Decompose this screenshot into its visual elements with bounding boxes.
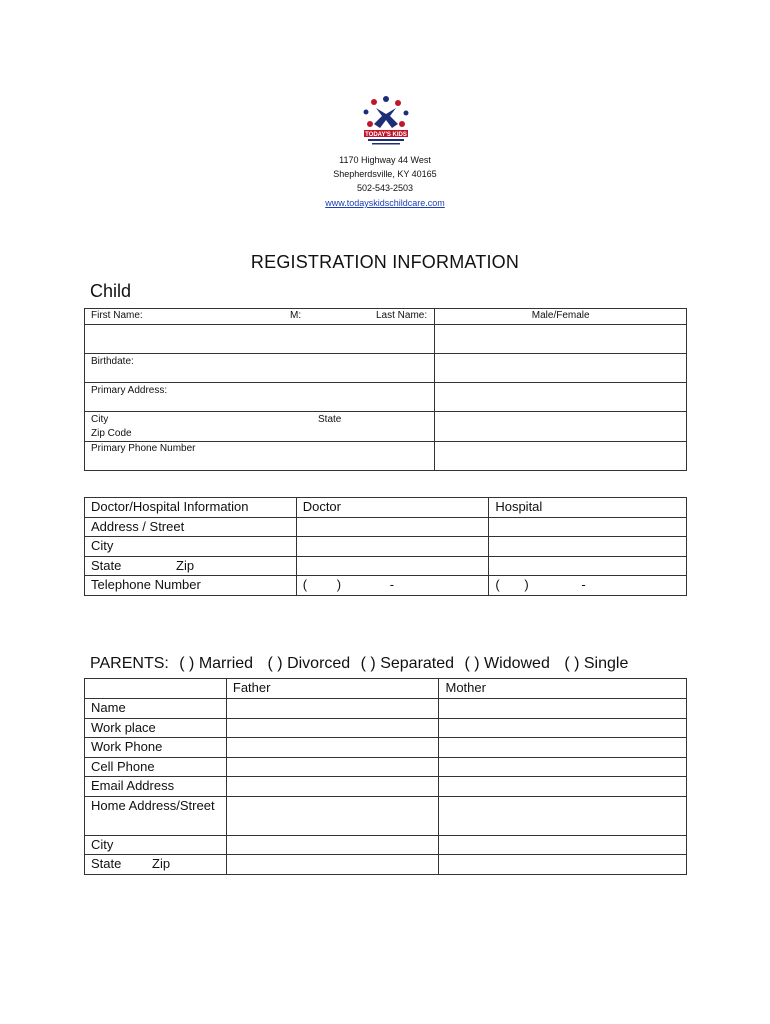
mother-work-place-field[interactable] (439, 719, 687, 738)
work-phone-label: Work Phone (85, 738, 227, 758)
address-street-label: Address / Street (85, 518, 297, 537)
city-label: City (85, 537, 297, 557)
doctor-column-header: Doctor (296, 498, 489, 518)
doctor-state-zip-field[interactable] (296, 557, 489, 576)
doctor-hospital-table (84, 497, 687, 596)
divorced-option[interactable]: ( ) Divorced (267, 655, 351, 672)
phone-open-paren: ( (495, 577, 500, 592)
parents-zip-label: Zip (152, 856, 171, 871)
father-cell-phone-field[interactable] (226, 758, 439, 777)
email-address-label: Email Address (85, 777, 227, 797)
parents-label: PARENTS: (90, 655, 169, 672)
hospital-phone-field[interactable] (489, 576, 687, 596)
father-column-header: Father (226, 679, 439, 699)
phone-dash: - (389, 577, 395, 592)
website-link[interactable]: www.todayskidschildcare.com (325, 198, 445, 208)
hospital-city-field[interactable] (489, 537, 687, 557)
gender-entry-field[interactable] (435, 325, 687, 354)
father-home-address-field[interactable] (226, 797, 439, 836)
phone-dash: - (581, 577, 586, 592)
zip-code-label: Zip Code (91, 428, 132, 439)
hospital-state-zip-field[interactable] (489, 557, 687, 576)
mother-home-address-field[interactable] (439, 797, 687, 836)
cell-phone-label: Cell Phone (85, 758, 227, 777)
married-option[interactable]: ( ) Married (179, 655, 254, 672)
city-line: Shepherdsville, KY 40165 (333, 169, 437, 179)
mother-cell-phone-field[interactable] (439, 758, 687, 777)
city-label: City (91, 414, 109, 425)
city-state-field[interactable] (435, 412, 687, 442)
name-label: Name (85, 699, 227, 719)
page-title: REGISTRATION INFORMATION (250, 252, 520, 272)
telephone-number-label: Telephone Number (85, 576, 297, 596)
parents-status-line (90, 655, 634, 673)
doctor-city-field[interactable] (296, 537, 489, 557)
gender-label: Male/Female (435, 309, 687, 325)
widowed-option[interactable]: ( ) Widowed (464, 655, 550, 672)
work-place-label: Work place (85, 719, 227, 738)
company-logo (356, 94, 416, 150)
mother-name-field[interactable] (439, 699, 687, 719)
phone-close-paren: ) (336, 577, 342, 592)
home-address-label: Home Address/Street (85, 797, 227, 836)
doctor-phone-field[interactable] (296, 576, 489, 596)
middle-initial-label: M: (290, 310, 302, 321)
primary-address-field[interactable] (435, 383, 687, 412)
phone-line: 502-543-2503 (356, 183, 414, 193)
single-option[interactable]: ( ) Single (564, 655, 629, 672)
mother-email-field[interactable] (439, 777, 687, 797)
father-city-field[interactable] (226, 836, 439, 855)
svg-text:TODAY'S KIDS: TODAY'S KIDS (365, 132, 407, 138)
state-label: State (318, 414, 342, 425)
doctor-address-field[interactable] (296, 518, 489, 537)
hospital-address-field[interactable] (489, 518, 687, 537)
father-work-phone-field[interactable] (226, 738, 439, 758)
child-table (84, 308, 687, 471)
father-email-field[interactable] (226, 777, 439, 797)
father-name-field[interactable] (226, 699, 439, 719)
mother-work-phone-field[interactable] (439, 738, 687, 758)
primary-address-label: Primary Address: (85, 383, 435, 412)
address-line: 1170 Highway 44 West (339, 155, 431, 165)
state-label: State (91, 558, 122, 573)
phone-close-paren: ) (524, 577, 529, 592)
phone-open-paren: ( (302, 577, 308, 592)
mother-city-field[interactable] (439, 836, 687, 855)
primary-phone-field[interactable] (435, 442, 687, 471)
mother-state-zip-field[interactable] (439, 855, 687, 875)
mother-column-header: Mother (439, 679, 687, 699)
parents-state-label: State (91, 856, 122, 871)
name-entry-field[interactable] (85, 325, 435, 354)
father-work-place-field[interactable] (226, 719, 439, 738)
zip-label: Zip (176, 558, 195, 573)
parents-city-label: City (85, 836, 227, 855)
birthdate-label: Birthdate: (85, 354, 435, 383)
first-name-label: First Name: (91, 310, 143, 321)
last-name-label: Last Name: (376, 310, 428, 321)
father-state-zip-field[interactable] (226, 855, 439, 875)
parents-table (84, 678, 687, 875)
hospital-column-header: Hospital (489, 498, 687, 518)
child-heading: Child (90, 281, 132, 301)
separated-option[interactable]: ( ) Separated (360, 655, 455, 672)
birthdate-field[interactable] (435, 354, 687, 383)
primary-phone-label: Primary Phone Number (85, 442, 435, 471)
doctor-hospital-header: Doctor/Hospital Information (85, 498, 297, 518)
